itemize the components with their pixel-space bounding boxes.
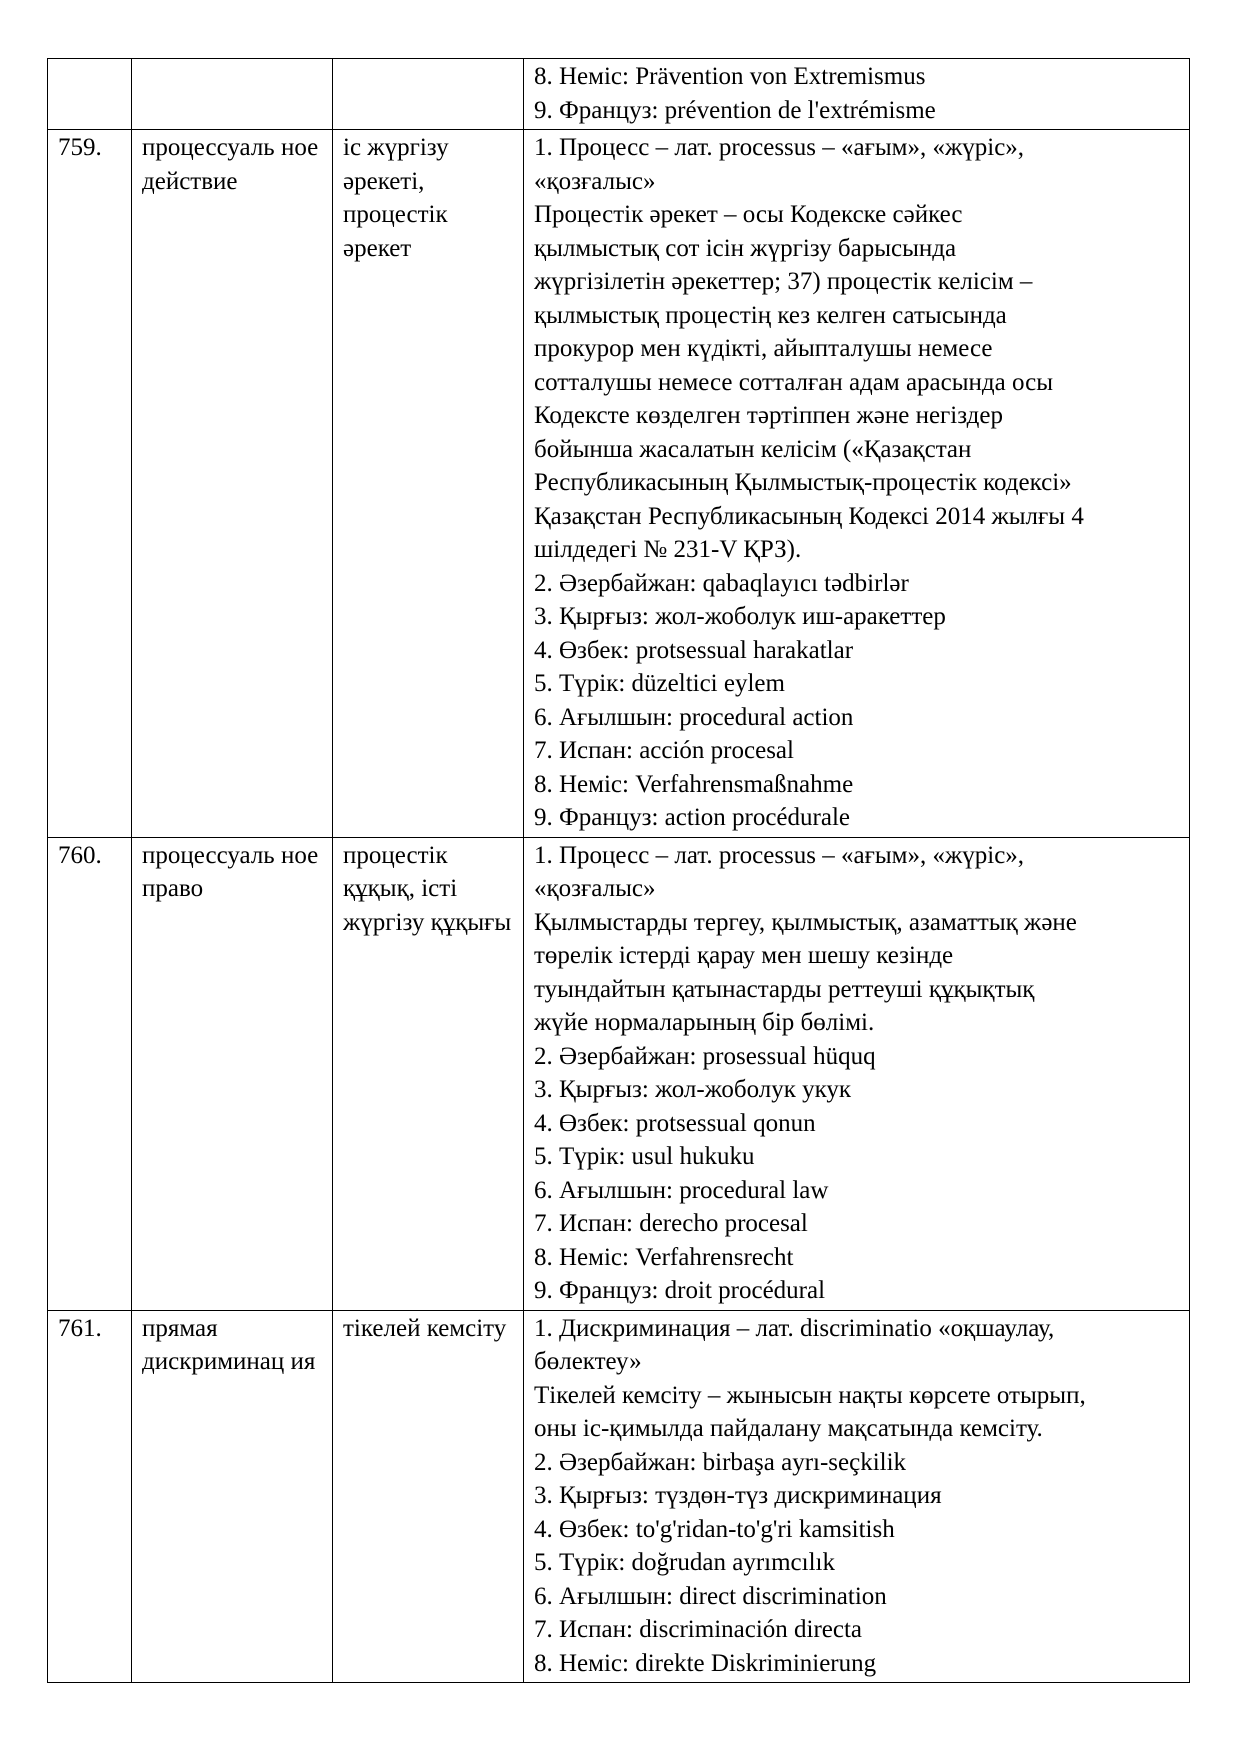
definition-line: 7. Испан: discriminación directa — [534, 1616, 863, 1643]
definition-line: 2. Әзербайжан: qabaqlayıcı tədbirlər — [534, 569, 909, 597]
definition-cell — [524, 837, 1190, 1310]
definition-cell — [524, 59, 1190, 130]
definition-line: Қылмыстарды тергеу, қылмыстық, азаматтық және — [534, 908, 1077, 936]
definition-line: Қазақстан Республикасының Кодексі 2014 жылғы 4 — [534, 502, 1084, 530]
definition-line: 9. Француз: action procédurale — [534, 804, 850, 831]
definition-line: 3. Қырғыз: түздөн-түз дискриминация — [534, 1482, 942, 1509]
definition-line: жүйе нормаларының бір бөлімі. — [534, 1009, 875, 1036]
definition-line: 9. Француз: droit procédural — [534, 1277, 826, 1304]
terminology-table — [47, 58, 1190, 1683]
definition-line: жүргізілетін әрекеттер; 37) процестік келісім – — [534, 268, 1033, 295]
definition-line: 5. Түрік: düzeltici eylem — [534, 670, 785, 697]
definition-cell — [524, 1310, 1190, 1683]
definition-line: 6. Ағылшын: procedural law — [534, 1176, 829, 1204]
kazakh-term: тікелей кемсіту — [333, 1310, 524, 1683]
definition-line: 9. Француз: prévention de l'extrémisme — [534, 96, 936, 124]
definition-cell — [524, 130, 1190, 838]
definition-line: туындайтын қатынастарды реттеуші құқықтық — [534, 975, 1035, 1003]
definition-line: 6. Ағылшын: direct discrimination — [534, 1582, 887, 1610]
definition-line: бойынша жасалатын келісім («Қазақстан — [534, 435, 972, 463]
definition-line: қылмыстық сот ісін жүргізу барысында — [534, 234, 957, 262]
table-row — [48, 1310, 1190, 1683]
table-row — [48, 59, 1190, 130]
definition-line: шілдедегі № 231-V ҚРЗ). — [534, 536, 802, 563]
definition-line: 8. Неміс: direkte Diskriminierung — [534, 1649, 877, 1677]
russian-term: прямая дискриминац ия — [132, 1310, 333, 1683]
table-row — [48, 130, 1190, 838]
definition-line: оны іс-қимылда пайдалану мақсатында кемсіту. — [534, 1415, 1043, 1442]
definition-line: 2. Әзербайжан: birbaşa ayrı-seçkilik — [534, 1448, 907, 1476]
definition-line: 6. Ағылшын: procedural action — [534, 703, 854, 731]
kazakh-term: процестік құқық, істі жүргізу құқығы — [333, 837, 524, 1310]
definition-line: 1. Дискриминация – лат. discriminatio «оқшаулау, — [534, 1314, 1055, 1342]
definition-line: Кодексте көзделген тәртіппен және негіздер — [534, 402, 1003, 429]
kazakh-term: іс жүргізу әрекеті, процестік әрекет — [333, 130, 524, 838]
definition-line: 1. Процесс – лат. processus – «ағым», «жүріс», — [534, 841, 1025, 869]
definition-line: төрелік істерді қарау мен шешу кезінде — [534, 942, 954, 969]
definition-line: 8. Неміс: Verfahrensrecht — [534, 1243, 794, 1271]
definition-line: прокурор мен күдікті, айыпталушы немесе — [534, 335, 993, 362]
definition-line: 2. Әзербайжан: prosessual hüquq — [534, 1042, 876, 1070]
definition-line: 8. Неміс: Prävention von Extremismus — [534, 63, 926, 90]
document-page — [47, 58, 1189, 1683]
definition-line: 3. Қырғыз: жол-жоболук укук — [534, 1076, 852, 1103]
definition-line: 5. Түрік: doğrudan ayrımcılık — [534, 1549, 835, 1576]
table-row — [48, 837, 1190, 1310]
russian-term: процессуаль ное право — [132, 837, 333, 1310]
definition-line: 4. Өзбек: protsessual qonun — [534, 1109, 816, 1137]
definition-line: бөлектеу» — [534, 1348, 642, 1375]
definition-line: «қозғалыс» — [534, 167, 656, 195]
definition-line: Процестік әрекет – осы Кодекске сәйкес — [534, 201, 963, 228]
russian-term — [132, 59, 333, 130]
entry-number: 759. — [48, 130, 132, 838]
definition-line: сотталушы немесе сотталған адам арасында осы — [534, 368, 1053, 396]
definition-line: 4. Өзбек: to'g'ridan-to'g'ri kamsitish — [534, 1515, 895, 1543]
definition-line: 1. Процесс – лат. processus – «ағым», «жүріс», — [534, 134, 1025, 161]
definition-line: қылмыстық процестің кез келген сатысында — [534, 301, 1007, 329]
entry-number: 760. — [48, 837, 132, 1310]
russian-term: процессуаль ное действие — [132, 130, 333, 838]
kazakh-term — [333, 59, 524, 130]
table-body — [48, 59, 1190, 1683]
definition-line: 5. Түрік: usul hukuku — [534, 1143, 755, 1170]
definition-line: 4. Өзбек: protsessual harakatlar — [534, 636, 854, 664]
definition-line: Республикасының Қылмыстық-процестік кодексі» — [534, 469, 1072, 496]
entry-number: 761. — [48, 1310, 132, 1683]
definition-line: 7. Испан: acción procesal — [534, 737, 794, 764]
definition-line: 8. Неміс: Verfahrensmaßnahme — [534, 770, 854, 798]
entry-number — [48, 59, 132, 130]
definition-line: 3. Қырғыз: жол-жоболук иш-аракеттер — [534, 603, 946, 630]
definition-line: Тікелей кемсіту – жынысын нақты көрсете отырып, — [534, 1381, 1086, 1409]
definition-line: «қозғалыс» — [534, 875, 656, 902]
definition-line: 7. Испан: derecho procesal — [534, 1210, 808, 1237]
